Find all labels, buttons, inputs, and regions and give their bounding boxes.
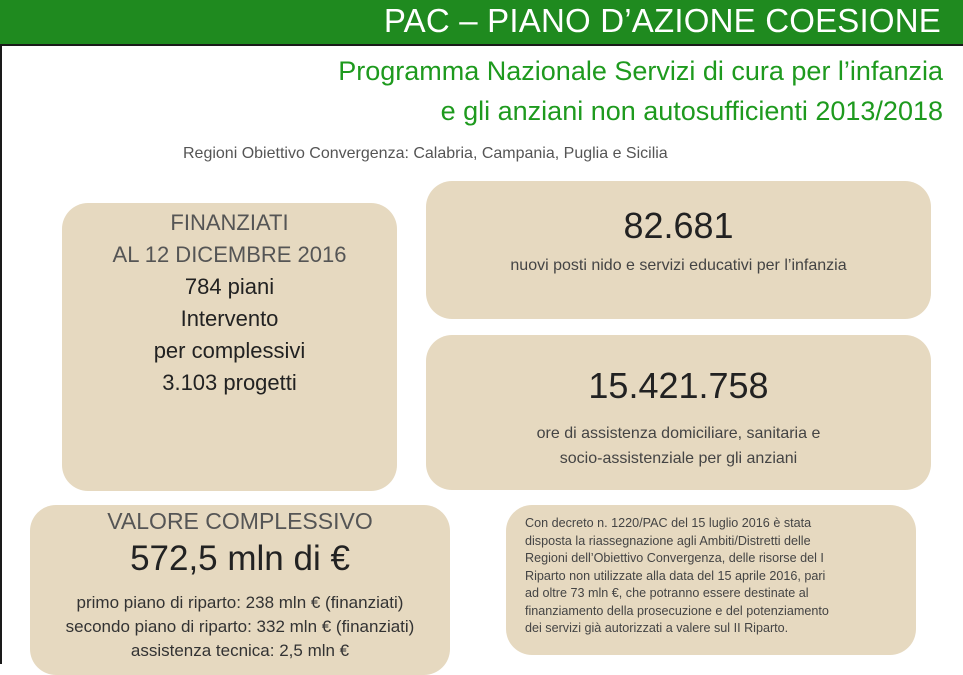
decree-line: ad oltre 73 mln €, che potranno essere destinate al	[525, 586, 809, 600]
decree-line: Con decreto n. 1220/PAC del 15 luglio 2016 è stata	[525, 516, 812, 530]
nursery-description: nuovi posti nido e servizi educativi per l’infanzia	[510, 257, 847, 274]
decree-line: disposta la riassegnazione agli Ambiti/Distretti delle	[525, 533, 811, 548]
program-title-line-2: e gli anziani non autosufficienti 2013/2018	[440, 96, 943, 126]
financed-date: AL 12 DICEMBRE 2016	[112, 242, 347, 267]
header-bar	[0, 0, 963, 46]
total-value-item-second: secondo piano di riparto: 332 mln € (finanziati)	[65, 617, 415, 636]
decree-line: Regioni dell’Obiettivo Convergenza, delle risorse del I	[525, 551, 824, 565]
financed-total-label: per complessivi	[153, 338, 306, 363]
nursery-value: 82.681	[623, 205, 734, 246]
assistance-description-line-2: socio-assistenziale per gli anziani	[559, 450, 798, 467]
nursery-box	[426, 181, 931, 319]
assistance-value: 15.421.758	[588, 365, 769, 406]
decree-line: finanziamento della prosecuzione e del potenziamento	[525, 603, 829, 618]
financed-projects: 3.103 progetti	[162, 370, 297, 395]
assistance-box	[426, 335, 931, 490]
decree-box	[506, 505, 916, 655]
total-value-box	[30, 505, 450, 675]
total-value-title: VALORE COMPLESSIVO	[107, 508, 373, 534]
total-value-item-first: primo piano di riparto: 238 mln € (finanziati)	[76, 593, 404, 612]
financed-plans: 784 piani	[184, 274, 275, 299]
assistance-description-line-1: ore di assistenza domiciliare, sanitaria e	[536, 425, 821, 442]
regions-text: Regioni Obiettivo Convergenza: Calabria, Campania, Puglia e Sicilia	[183, 145, 668, 162]
header-title: PAC – PIANO D’AZIONE COESIONE	[383, 2, 941, 39]
total-value-item-technical: assistenza tecnica: 2,5 mln €	[130, 641, 350, 660]
assistance-description	[426, 421, 931, 471]
total-value-amount: 572,5 mln di €	[130, 539, 350, 578]
financed-label: FINANZIATI	[170, 210, 289, 235]
decree-line: dei servizi già autorizzati a valere sul II Riparto.	[525, 621, 789, 635]
program-title-line-1: Programma Nazionale Servizi di cura per l’infanzia	[338, 56, 943, 86]
decree-line: Riparto non utilizzate alla data del 15 aprile 2016, pari	[525, 568, 826, 583]
financed-intervention: Intervento	[180, 306, 279, 331]
financed-box	[62, 203, 397, 491]
decree-text	[525, 515, 916, 638]
